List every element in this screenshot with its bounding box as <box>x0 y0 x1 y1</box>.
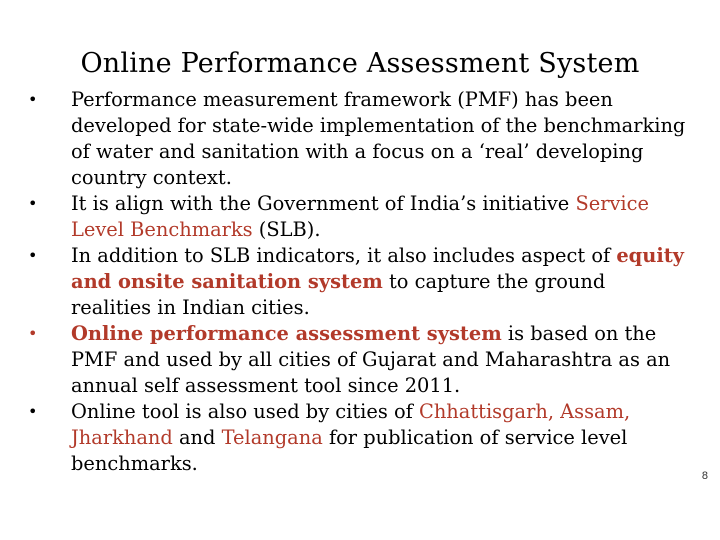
bullet-dot-icon: • <box>28 90 38 109</box>
bullet-item <box>28 87 688 191</box>
bullet-item <box>28 399 688 477</box>
bullet-list <box>28 87 688 477</box>
highlight-text: Online performance assessment system <box>71 322 502 345</box>
bullet-dot-icon: • <box>28 402 38 421</box>
bullet-text: and <box>172 426 222 449</box>
bullet-text: is based on the PMF and used by all cities of Gujarat and Maharashtra as an annual self assessment tool since 2011. <box>71 322 671 397</box>
bullet-text: Online tool is also used by cities of <box>71 400 419 423</box>
bullet-dot-icon: • <box>28 194 38 213</box>
bullet-item <box>28 191 688 243</box>
highlight-text: Chhattisgarh, Assam, <box>418 400 631 423</box>
page-number: 8 <box>701 470 708 482</box>
bullet-item <box>28 243 688 321</box>
highlight-text: Jharkhand <box>71 426 173 449</box>
highlight-text: Telangana <box>221 426 323 449</box>
bullet-text: In addition to SLB indicators, it also includes aspect of <box>71 244 617 267</box>
bullet-text: It is align with the Government of India’s initiative <box>71 192 576 215</box>
bullet-dot-icon: • <box>28 324 38 343</box>
bullet-text: (SLB). <box>252 218 321 241</box>
bullet-text: for publication of service level benchmarks. <box>71 426 628 475</box>
highlight-text: equity and onsite sanitation system <box>71 244 684 293</box>
slide-title: Online Performance Assessment System <box>80 48 640 79</box>
highlight-text: Service Level Benchmarks <box>71 192 649 241</box>
bullet-item <box>28 321 688 399</box>
bullet-dot-icon: • <box>28 246 38 265</box>
bullet-text: to capture the ground realities in Indian cities. <box>71 270 606 319</box>
bullet-text: Performance measurement framework (PMF) has been developed for state-wide implementation of the benchmarking of water and sanitation with a focus on a ‘real’ developing country context. <box>71 88 686 189</box>
